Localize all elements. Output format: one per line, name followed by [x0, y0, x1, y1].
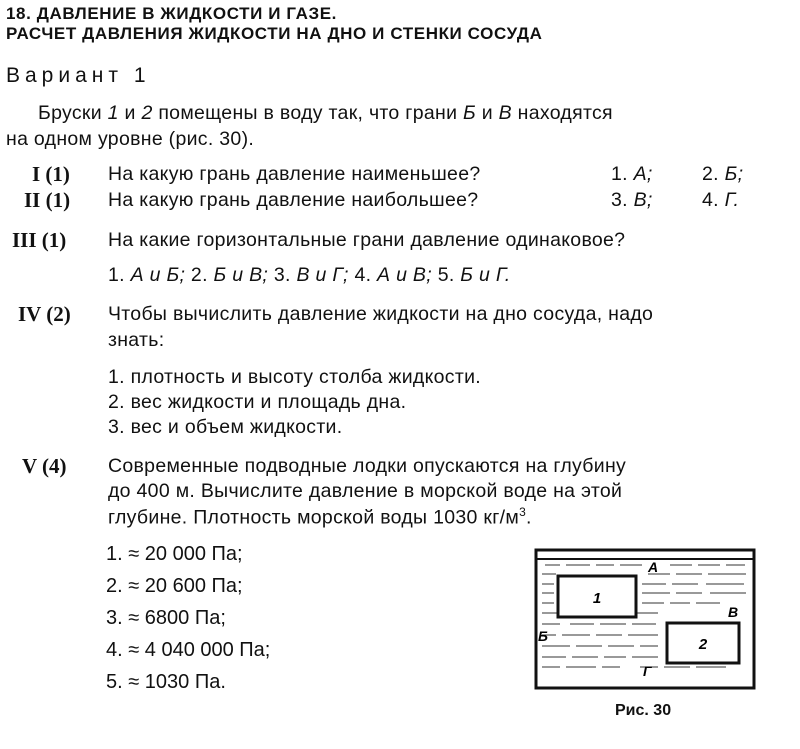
variant-title: Вариант 1 — [6, 64, 151, 87]
option-number: 3. — [611, 189, 628, 211]
option-value: А и В; — [377, 264, 432, 286]
block-1-label: 1 — [592, 590, 602, 607]
option-value: А; — [633, 163, 653, 185]
question-text: На какие горизонтальные грани давление одинаковое? — [108, 229, 626, 251]
answer-option: 1. плотность и высоту столба жидкости. — [108, 366, 481, 388]
intro-text: помещены в воду так, что грани — [152, 102, 463, 124]
option-value: В и Г; — [296, 264, 349, 286]
answer-option — [702, 189, 739, 212]
question-text: знать: — [108, 329, 165, 351]
question-number: IV (2) — [18, 302, 71, 326]
question-text: На какую грань давление наибольшее? — [108, 189, 479, 211]
block-2-label: 2 — [698, 636, 708, 653]
option-number: 1. — [611, 163, 628, 185]
answer-option — [702, 163, 743, 186]
question-text-part: глубине. Плотность морской воды 1030 кг/м — [108, 506, 520, 529]
figure-caption: Рис. 30 — [615, 702, 672, 719]
vessel-figure — [530, 540, 760, 695]
question-text: Современные подводные лодки опускаются на глубину — [108, 455, 627, 477]
answer-option: 3. ≈ 6800 Па; — [106, 607, 226, 629]
option-value: В; — [633, 189, 653, 211]
answer-option: 2. ≈ 20 600 Па; — [106, 575, 243, 597]
face-letter: В — [498, 102, 512, 124]
answer-option: 1. ≈ 20 000 Па; — [106, 543, 243, 565]
option-value: Г. — [724, 189, 740, 211]
intro-text: находятся — [511, 102, 613, 124]
section-subtitle: РАСЧЕТ ДАВЛЕНИЯ ЖИДКОСТИ НА ДНО И СТЕНКИ СОСУДА — [6, 24, 543, 43]
option-value: А и Б; — [130, 264, 186, 286]
option-value: Б; — [724, 163, 744, 185]
option-value: Б и Г. — [460, 264, 511, 286]
block-number: 1 — [107, 102, 119, 124]
option-number: 4. — [354, 264, 372, 286]
face-b-label: Б — [538, 628, 548, 644]
intro-text: и — [118, 102, 142, 124]
question-number: III (1) — [12, 228, 67, 252]
option-number: 5. — [437, 264, 455, 286]
option-number: 3. — [273, 264, 291, 286]
question-text — [108, 505, 532, 530]
option-number: 2. — [190, 264, 208, 286]
option-value: Б и В; — [213, 264, 269, 286]
answer-option — [611, 189, 653, 212]
question-number: II (1) — [24, 188, 71, 212]
intro-text: Бруски — [38, 102, 108, 124]
block-number: 2 — [141, 102, 153, 124]
question-text: Чтобы вычислить давление жидкости на дно сосуда, надо — [108, 303, 654, 325]
answer-option: 3. вес и объем жидкости. — [108, 416, 343, 438]
answer-option — [611, 163, 653, 186]
face-letter: Б — [462, 102, 476, 124]
question-number: V (4) — [22, 454, 67, 478]
question-text-part: . — [526, 506, 532, 529]
question-number: I (1) — [32, 162, 70, 186]
option-number: 4. — [702, 189, 719, 211]
answer-option: 2. вес жидкости и площадь дна. — [108, 391, 407, 413]
section-title: 18. ДАВЛЕНИЕ В ЖИДКОСТИ И ГАЗЕ. — [6, 4, 337, 23]
option-number: 2. — [702, 163, 719, 185]
superscript: 3 — [519, 505, 527, 519]
question-text: На какую грань давление наименьшее? — [108, 163, 481, 185]
face-v-label: В — [728, 604, 739, 620]
intro-line-1 — [38, 102, 613, 125]
answer-option: 4. ≈ 4 040 000 Па; — [106, 639, 271, 661]
question-text: до 400 м. Вычислите давление в морской воде на этой — [108, 480, 623, 502]
intro-line-2: на одном уровне (рис. 30). — [6, 128, 255, 150]
face-g-label: Г — [643, 663, 652, 679]
answer-option: 5. ≈ 1030 Па. — [106, 671, 226, 693]
options-row — [108, 264, 511, 287]
intro-text: и — [475, 102, 499, 124]
face-a-label: А — [648, 559, 659, 575]
option-number: 1. — [108, 264, 125, 286]
